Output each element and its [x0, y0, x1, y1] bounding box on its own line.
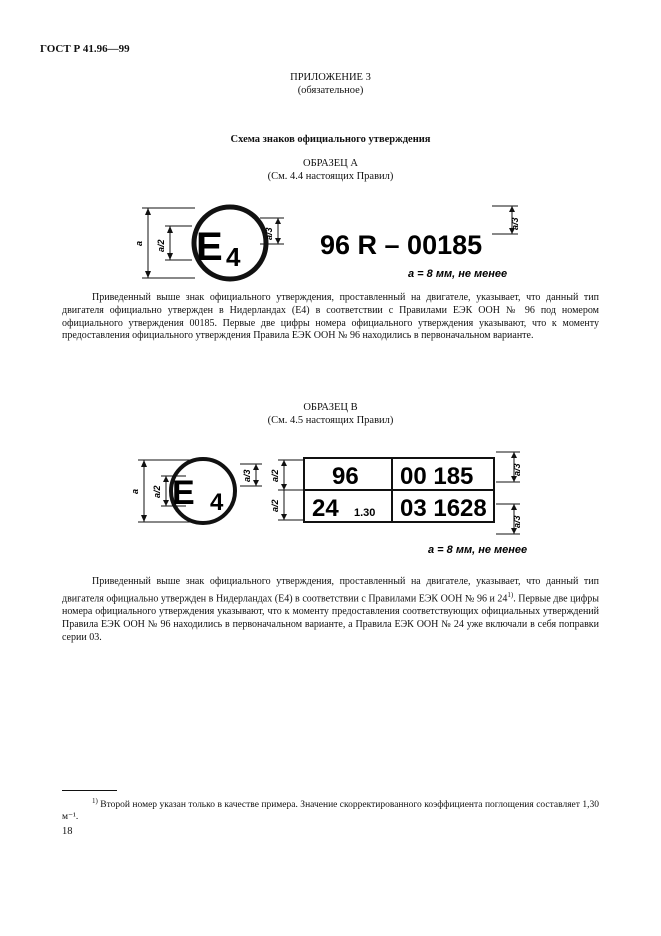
size-note: a = 8 мм, не менее	[408, 268, 508, 280]
appendix-title: ПРИЛОЖЕНИЕ 3	[290, 72, 371, 83]
sample-b-paragraph: Приведенный выше знак официального утверждения, проставленный на двигателе, указывает, что данный тип двигателя официально утвержден в Нидерландах (E4) в соответствии с Правилами ЕЭК ООН № 96 и 24$^{1)}$. Первые две цифры номера официального утверждения указывают, что к моменту предоставления соответствующих официальных утверждений Правила ЕЭК ООН № 96 находились в первоначальном варианте, а Правила ЕЭК ООН № 24 уже включали в себя поправки серии 03.	[62, 576, 599, 643]
sample-a-paragraph: Приведенный выше знак официального утверждения, проставленный на двигателе, указывает, что данный тип двигателя официально утвержден в Нидерландах (E4) в соответствии с Правилами ЕЭК ООН № 96 под номером официального утверждения 00185. Первые две цифры номера официального утверждения указывают, что к моменту предоставления официального утверждения Правила ЕЭК ООН № 96 находились в первоначальном варианте.	[62, 292, 599, 342]
dim-a-label: a	[130, 488, 140, 494]
box-dim-a3-top: a/3	[512, 463, 522, 476]
box-dim-a3-bottom: a/3	[512, 515, 522, 528]
page-number: 18	[62, 826, 73, 837]
sample-b-ref: (См. 4.5 настоящих Правил)	[267, 415, 394, 426]
mark-number: 4	[226, 242, 241, 272]
mark-number: 4	[210, 489, 224, 516]
approval-dim-label: a/3	[510, 217, 520, 230]
mark-letter: E	[172, 474, 195, 512]
footnote-ref[interactable]: 1)	[507, 590, 514, 599]
document-code: ГОСТ Р 41.96—99	[40, 43, 130, 55]
box-dim-a2-bottom: a/2	[270, 499, 280, 512]
footnote-divider	[62, 790, 117, 791]
appendix-subtitle: (обязательное)	[297, 85, 364, 96]
row1-regulation: 96	[332, 463, 359, 490]
row2-regulation: 24	[312, 495, 339, 522]
sample-a-diagram	[120, 196, 540, 286]
sample-b-title: ОБРАЗЕЦ В	[303, 402, 358, 413]
dim-a2-label: a/2	[156, 239, 166, 252]
footnote: $^{1)}$ Второй номер указан только в качестве примера. Значение скорректированного коэффициента поглощения составляет 1,30 м⁻¹.	[62, 797, 599, 823]
dim-a3-label: a/3	[242, 469, 252, 482]
dim-a3-label: a/3	[264, 227, 274, 240]
section-title: Схема знаков официального утверждения	[230, 134, 431, 145]
row2-coefficient: 1.30	[354, 507, 376, 519]
sample-a-title: ОБРАЗЕЦ А	[303, 158, 358, 169]
size-note: a = 8 мм, не менее	[428, 544, 528, 556]
dim-a-label: a	[134, 240, 144, 246]
footnote-marker: 1)	[92, 797, 98, 805]
row1-approval-number: 00 185	[400, 463, 474, 490]
sample-b-diagram	[120, 444, 540, 564]
approval-number: 96 R – 00185	[320, 230, 483, 260]
mark-letter: E	[196, 225, 223, 269]
box-dim-a2-top: a/2	[270, 469, 280, 482]
dim-a2-label: a/2	[152, 485, 162, 498]
sample-a-ref: (См. 4.4 настоящих Правил)	[267, 171, 394, 182]
row2-approval-number: 03 1628	[400, 495, 487, 522]
